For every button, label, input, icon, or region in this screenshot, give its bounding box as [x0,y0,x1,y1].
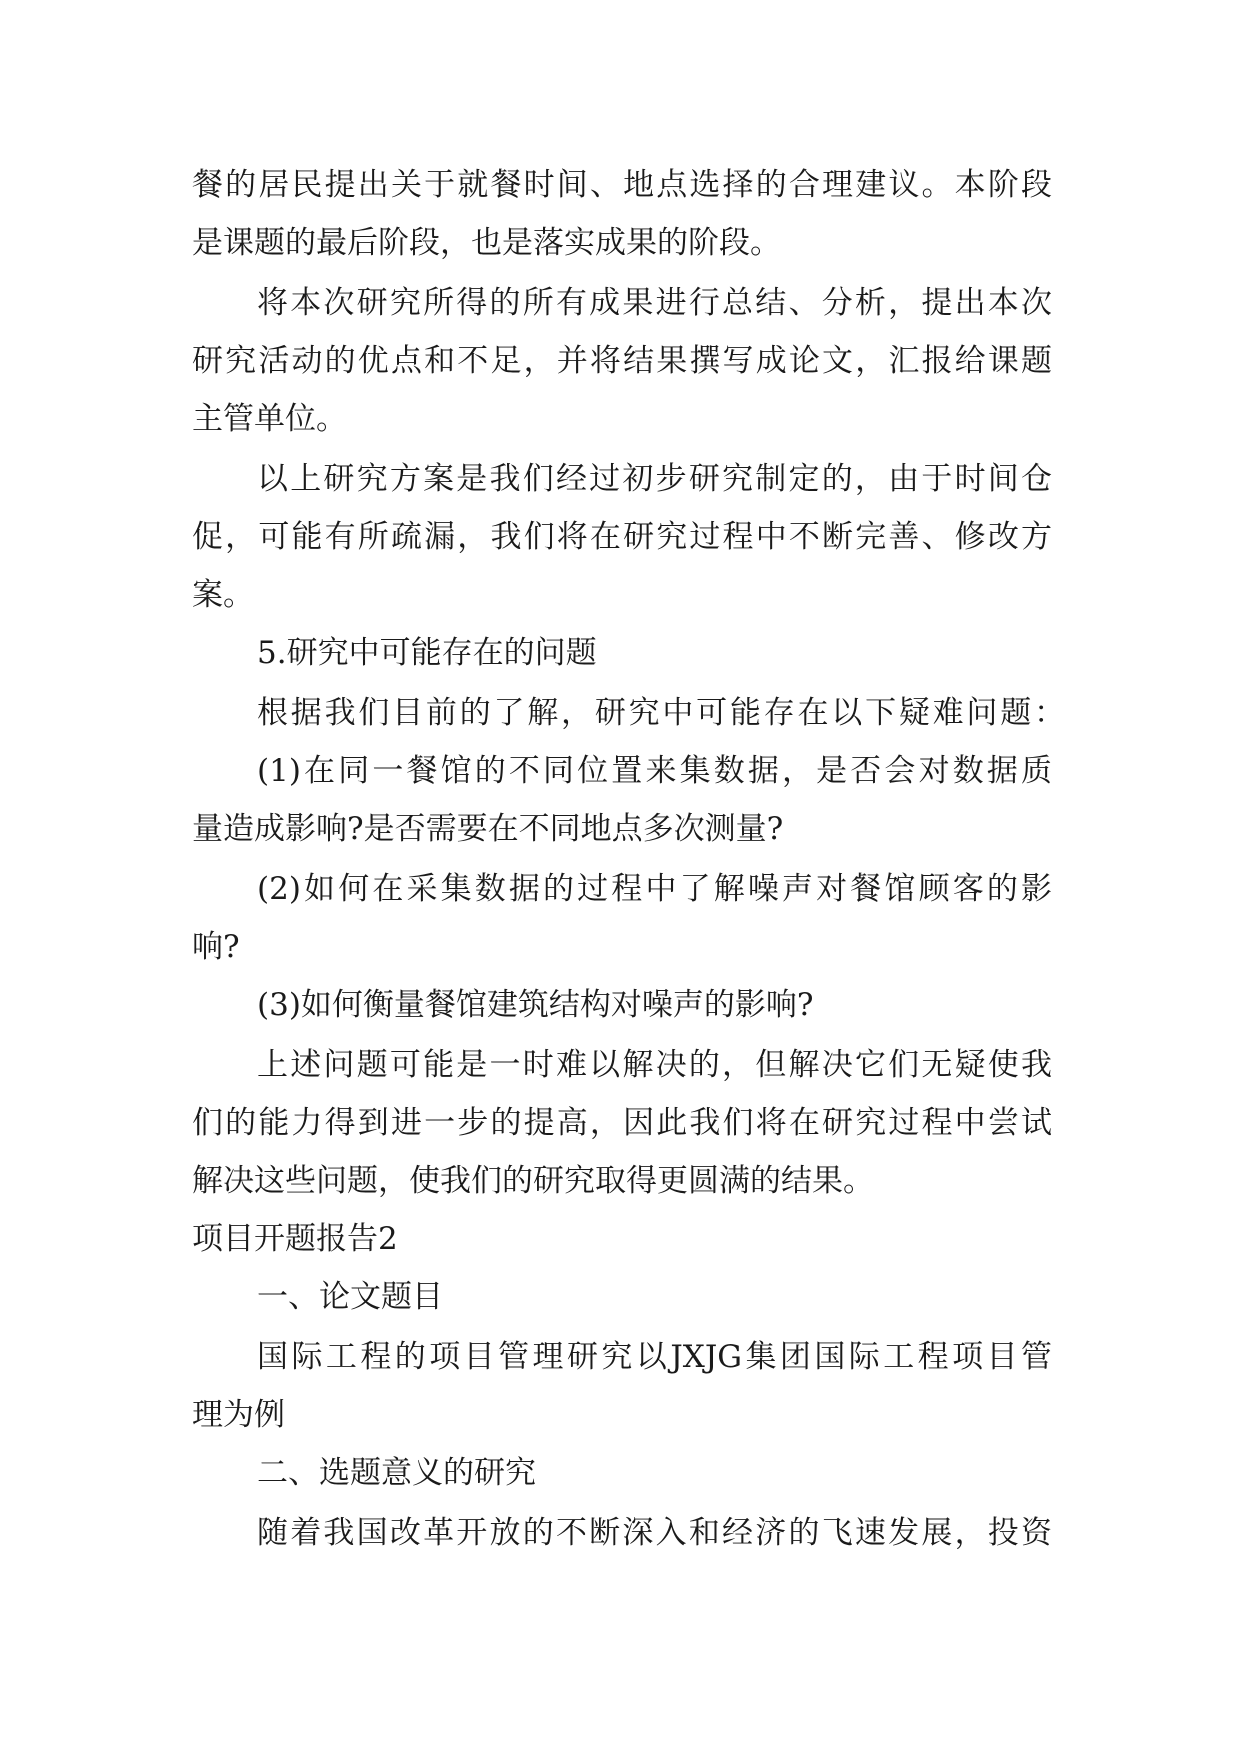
section-heading: 二、选题意义的研究 [257,1455,536,1491]
paragraph-line: 是课题的最后阶段，也是落实成果的阶段。 [192,225,781,261]
list-item-line: (3)如何衡量餐馆建筑结构对噪声的影响? [257,987,814,1023]
paragraph-line: 上述问题可能是一时难以解决的，但解决它们无疑使我 [257,1047,1052,1083]
paragraph-line: 以上研究方案是我们经过初步研究制定的，由于时间仓 [257,461,1052,497]
paragraph-line: 随着我国改革开放的不断深入和经济的飞速发展，投资 [257,1515,1052,1551]
paragraph-line: 案。 [192,577,254,613]
paragraph-line: 们的能力得到进一步的提高，因此我们将在研究过程中尝试 [192,1105,1052,1141]
list-item-line: (2)如何在采集数据的过程中了解噪声对餐馆顾客的影 [257,871,1052,907]
paragraph-line: 主管单位。 [192,401,347,437]
list-item-line: (1)在同一餐馆的不同位置来集数据，是否会对数据质 [257,753,1052,789]
paragraph-line: 将本次研究所得的所有成果进行总结、分析，提出本次 [257,285,1052,321]
paragraph-line: 解决这些问题，使我们的研究取得更圆满的结果。 [192,1163,874,1199]
paragraph-line: 国际工程的项目管理研究以JXJG集团国际工程项目管 [257,1339,1052,1375]
section-heading: 一、论文题目 [257,1279,443,1315]
section-heading: 5.研究中可能存在的问题 [257,635,597,671]
paragraph-line: 理为例 [192,1397,285,1433]
list-item-line: 量造成影响?是否需要在不同地点多次测量? [192,811,784,847]
paragraph-line: 促，可能有所疏漏，我们将在研究过程中不断完善、修改方 [192,519,1052,555]
paragraph-line: 餐的居民提出关于就餐时间、地点选择的合理建议。本阶段 [192,167,1052,203]
report-title: 项目开题报告2 [192,1221,398,1257]
list-item-line: 响? [192,929,240,965]
paragraph-line: 根据我们目前的了解，研究中可能存在以下疑难问题： [257,695,1065,731]
paragraph-line: 研究活动的优点和不足，并将结果撰写成论文，汇报给课题 [192,343,1052,379]
